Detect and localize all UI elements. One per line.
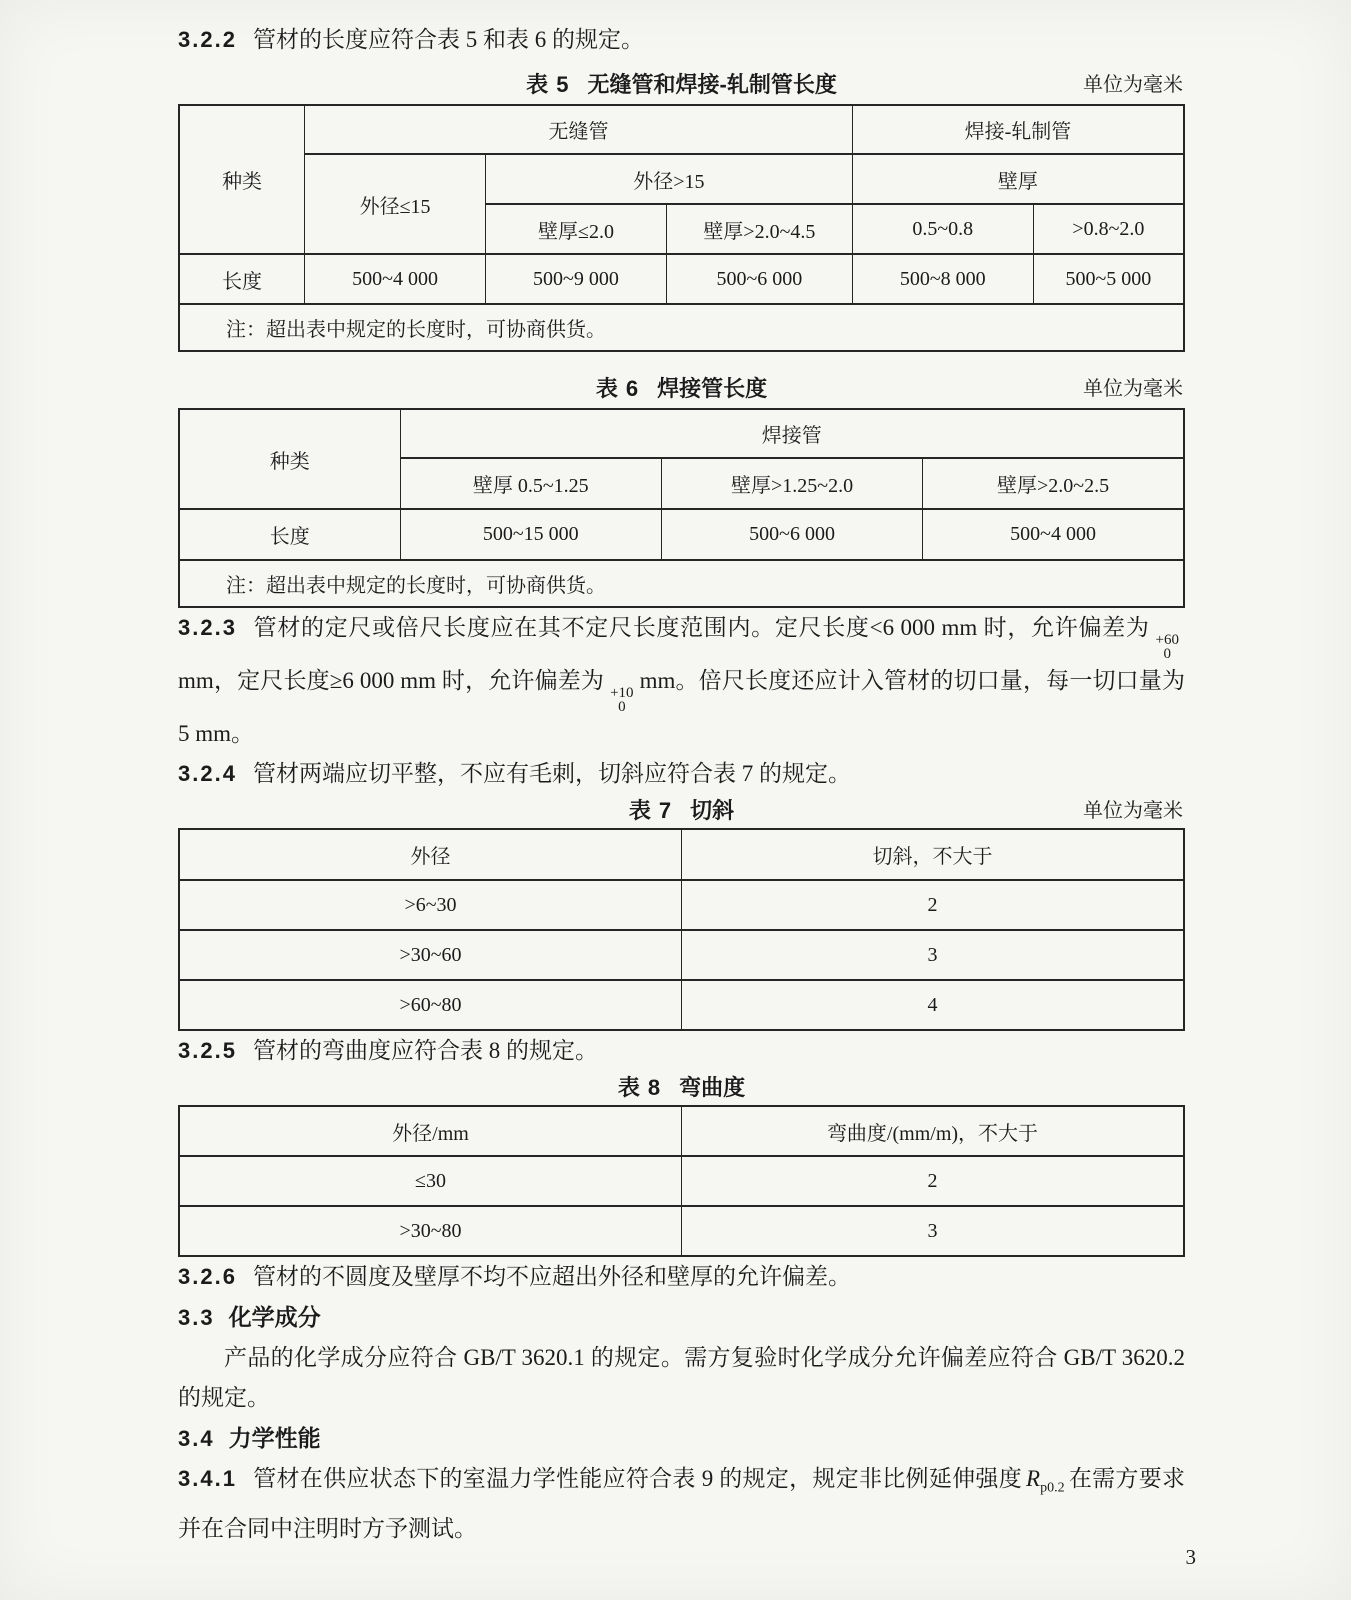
t8-h-bend: 弯曲度/(mm/m)，不大于	[682, 1106, 1185, 1156]
clause-text: 在需方要求并在合同中注明时方予测试。	[178, 1466, 1186, 1541]
table-cell: >6~30	[179, 880, 682, 930]
table6-label: 表 6	[595, 376, 640, 401]
table5-note: 注：超出表中规定的长度时，可协商供货。	[179, 304, 1184, 351]
tolerance-lower: 0	[618, 699, 626, 715]
table6-note-row	[179, 560, 1184, 607]
clause-number: 3.2.2	[178, 27, 237, 52]
table-cell: 500~6 000	[666, 254, 852, 304]
table-8	[178, 1105, 1185, 1257]
section-number: 3.4	[178, 1426, 215, 1451]
table-cell: 4	[682, 980, 1185, 1030]
table7-title: 切斜	[690, 798, 735, 823]
table7-header-row	[179, 829, 1184, 880]
tolerance-upper: +10	[610, 685, 634, 701]
clause-number: 3.2.5	[178, 1038, 237, 1063]
clause-number: 3.2.6	[178, 1264, 237, 1289]
table-cell: 3	[682, 930, 1185, 980]
t6-h-kind: 种类	[179, 409, 400, 509]
table-cell: 500~4 000	[305, 254, 486, 304]
table6-title: 焊接管长度	[657, 376, 768, 401]
clause-text: 管材两端应切平整，不应有毛刺，切斜应符合表 7 的规定。	[252, 761, 851, 786]
table-cell: ≤30	[179, 1156, 682, 1206]
clause-text: 管材的不圆度及壁厚不均不应超出外径和壁厚的允许偏差。	[252, 1264, 851, 1289]
table5-note-row	[179, 304, 1184, 351]
table-cell: 500~8 000	[852, 254, 1033, 304]
symbol-letter: R	[1026, 1466, 1041, 1491]
table5-header-row-2	[179, 154, 1184, 204]
clause-text: mm。倍尺长度还应计入管材的切口量，每一切口量为 5 mm。	[178, 668, 1185, 746]
table-cell: >60~80	[179, 980, 682, 1030]
t8-h-od: 外径/mm	[179, 1106, 682, 1156]
table-row	[179, 1206, 1184, 1256]
clause-text: 管材的弯曲度应符合表 8 的规定。	[252, 1038, 598, 1063]
clause-3-2-5	[178, 1031, 1185, 1071]
clause-3-2-6	[178, 1257, 1185, 1297]
t5-h-od-le15: 外径≤15	[305, 154, 486, 254]
tolerance-plus60-0	[1156, 633, 1179, 661]
symbol-subscript: p0.2	[1040, 1480, 1065, 1496]
t6-h-welded: 焊接管	[400, 409, 1184, 458]
table7-label: 表 7	[628, 798, 673, 823]
table7-unit-label: 单位为毫米	[1083, 800, 1183, 822]
table6-header-row-1	[179, 409, 1184, 458]
t5-h-kind: 种类	[179, 105, 305, 254]
t5-h-seamless: 无缝管	[305, 105, 853, 154]
t6-h-wt-1: 壁厚 0.5~1.25	[400, 458, 661, 509]
table8-label: 表 8	[617, 1075, 662, 1100]
table-7	[178, 828, 1185, 1031]
clause-text: 管材在供应状态下的室温力学性能应符合表 9 的规定，规定非比例延伸强度	[252, 1466, 1022, 1491]
table-cell: 500~9 000	[486, 254, 667, 304]
table-cell: >30~80	[179, 1206, 682, 1256]
t7-h-skew: 切斜，不大于	[682, 829, 1185, 880]
t6-h-wt-3: 壁厚>2.0~2.5	[923, 458, 1184, 509]
table-cell: 500~4 000	[923, 509, 1184, 560]
table-cell: >30~60	[179, 930, 682, 980]
table-row	[179, 880, 1184, 930]
table8-header-row	[179, 1106, 1184, 1156]
t5-h-wt-05-08: 0.5~0.8	[852, 204, 1033, 254]
tolerance-lower: 0	[1163, 646, 1172, 662]
section-title: 化学成分	[228, 1304, 321, 1330]
table8-title: 弯曲度	[679, 1075, 746, 1100]
table5-caption	[526, 72, 837, 97]
t5-h-od-gt15: 外径>15	[486, 154, 853, 204]
t6-h-wt-2: 壁厚>1.25~2.0	[661, 458, 922, 509]
table-cell: 3	[682, 1206, 1185, 1256]
t6-row-label: 长度	[179, 509, 400, 560]
clause-3-2-2	[178, 20, 1185, 60]
section-3-4-heading	[178, 1418, 1185, 1459]
page-content	[178, 20, 1185, 1549]
table6-data-row	[179, 509, 1184, 560]
clause-3-2-3	[178, 608, 1185, 754]
clause-text: 管材的长度应符合表 5 和表 6 的规定。	[252, 27, 644, 52]
table5-title: 无缝管和焊接-轧制管长度	[587, 72, 837, 97]
table-row	[179, 930, 1184, 980]
clause-number: 3.2.4	[178, 761, 237, 786]
table-cell: 500~15 000	[400, 509, 661, 560]
table-cell: 2	[682, 1156, 1185, 1206]
clause-text: mm，定尺长度≥6 000 mm 时，允许偏差为	[178, 668, 605, 693]
section-number: 3.3	[178, 1305, 215, 1330]
table7-caption	[629, 798, 734, 823]
table-5	[178, 104, 1185, 352]
table8-caption	[618, 1075, 745, 1100]
t5-h-wt-gt08-2: >0.8~2.0	[1033, 204, 1184, 254]
table5-caption-row	[178, 66, 1185, 104]
table5-label: 表 5	[526, 72, 570, 97]
table5-header-row-1	[179, 105, 1184, 154]
table-cell: 500~6 000	[661, 509, 922, 560]
rp02-symbol	[1026, 1466, 1065, 1496]
section-3-3-heading	[178, 1297, 1185, 1338]
table-row	[179, 1156, 1184, 1206]
table-cell: 500~5 000	[1033, 254, 1184, 304]
section-title: 力学性能	[228, 1425, 321, 1451]
t5-h-welded-rolled: 焊接-轧制管	[852, 105, 1184, 154]
t5-h-wt-le2: 壁厚≤2.0	[486, 204, 667, 254]
clause-3-4-1	[178, 1459, 1185, 1549]
tolerance-plus10-0	[610, 686, 633, 714]
table6-note: 注：超出表中规定的长度时，可协商供货。	[179, 560, 1184, 607]
t5-h-wall: 壁厚	[852, 154, 1184, 204]
tolerance-upper: +60	[1155, 632, 1179, 648]
table7-caption-row	[178, 794, 1185, 828]
clause-number: 3.4.1	[178, 1466, 237, 1491]
clause-3-2-4	[178, 754, 1185, 794]
t7-h-od: 外径	[179, 829, 682, 880]
table6-caption-row	[178, 370, 1185, 408]
table-6	[178, 408, 1185, 608]
clause-number: 3.2.3	[178, 615, 237, 640]
table5-unit-label: 单位为毫米	[1083, 74, 1183, 96]
page-number: 3	[1185, 1545, 1196, 1569]
section-3-3-body: 产品的化学成分应符合 GB/T 3620.1 的规定。需方复验时化学成分允许偏差应符合 GB/T 3620.2 的规定。	[178, 1345, 1185, 1410]
t5-row-label: 长度	[179, 254, 305, 304]
table5-data-row	[179, 254, 1184, 304]
table6-unit-label: 单位为毫米	[1083, 378, 1183, 400]
table6-caption	[596, 376, 767, 401]
table8-caption-row	[178, 1071, 1185, 1105]
table-row	[179, 980, 1184, 1030]
table-cell: 2	[682, 880, 1185, 930]
t5-h-wt-gt2-45: 壁厚>2.0~4.5	[666, 204, 852, 254]
clause-text: 管材的定尺或倍尺长度应在其不定尺长度范围内。定尺长度<6 000 mm 时，允许偏差为	[252, 615, 1150, 640]
